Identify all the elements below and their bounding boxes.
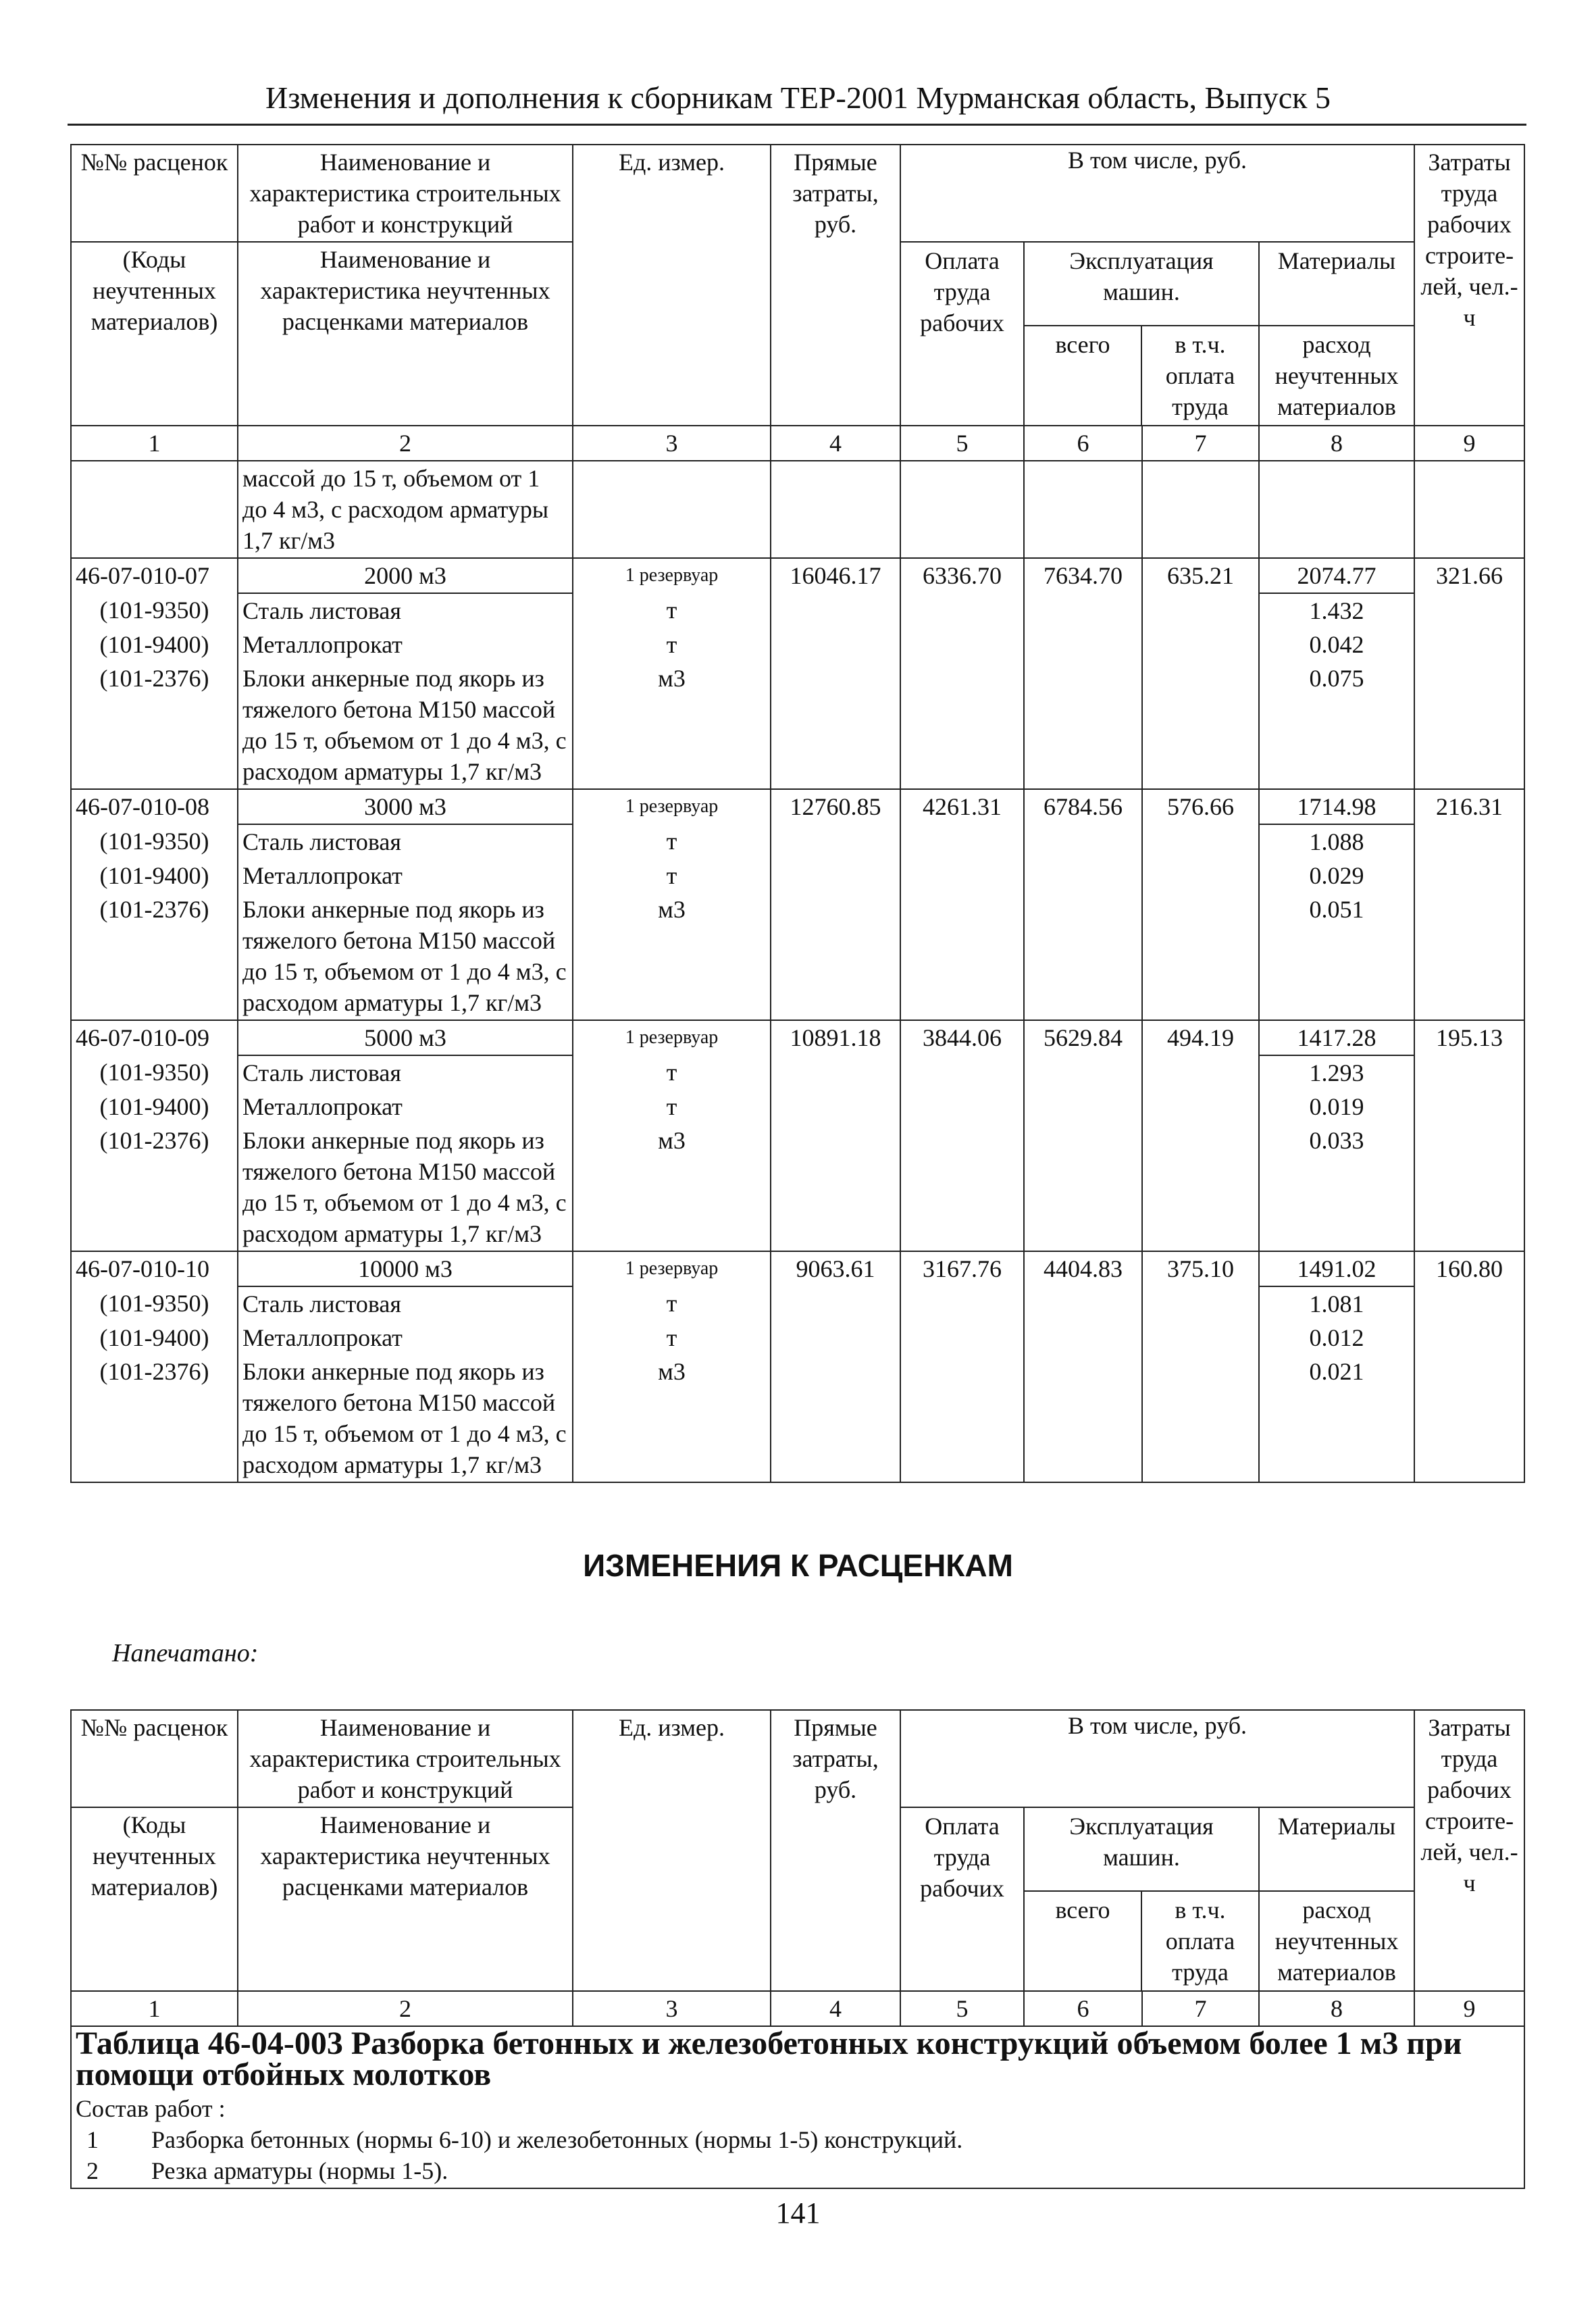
empty-cell bbox=[1142, 1355, 1259, 1482]
table-header bbox=[71, 145, 1524, 461]
material-unit: т bbox=[573, 628, 771, 661]
header-materials bbox=[1259, 1807, 1414, 1991]
rate-row bbox=[71, 789, 1524, 824]
material-name: Металлопрокат bbox=[238, 628, 573, 661]
empty-cell bbox=[771, 1355, 900, 1482]
header-including: В том числе, руб. bbox=[900, 1710, 1414, 1807]
title-underline bbox=[68, 124, 1526, 126]
rate-row bbox=[71, 1020, 1524, 1055]
header-name-materials: Наименование и характеристика неучтенных расценками материалов bbox=[238, 1807, 573, 1991]
material-quantity: 1.432 bbox=[1259, 593, 1414, 628]
header-machines-pay: в т.ч. оплата труда bbox=[1141, 326, 1258, 425]
continuation-row bbox=[71, 461, 1524, 558]
empty-cell bbox=[71, 461, 238, 558]
empty-cell bbox=[1142, 1321, 1259, 1355]
header-direct: Прямые затраты, руб. bbox=[771, 145, 900, 426]
empty-cell bbox=[900, 824, 1024, 859]
rate-direct-cost: 10891.18 bbox=[771, 1020, 900, 1055]
page-number: 141 bbox=[775, 2196, 821, 2230]
rate-row bbox=[71, 558, 1524, 593]
empty-cell bbox=[900, 661, 1024, 789]
material-name: Блоки анкерные под якорь из тяжелого бетона М150 массой до 15 т, объемом от 1 до 4 м3, с расходом арматуры 1,7 кг/м3 bbox=[238, 1355, 573, 1482]
column-number: 7 bbox=[1142, 1991, 1259, 2026]
column-number: 1 bbox=[71, 1991, 238, 2026]
empty-cell bbox=[771, 661, 900, 789]
material-name: Металлопрокат bbox=[238, 1090, 573, 1124]
empty-cell bbox=[1024, 892, 1142, 1020]
material-unit: м3 bbox=[573, 1355, 771, 1482]
empty-cell bbox=[1142, 461, 1259, 558]
empty-cell bbox=[900, 892, 1024, 1020]
empty-cell bbox=[900, 1055, 1024, 1090]
material-name: Сталь листовая bbox=[238, 1286, 573, 1321]
rate-unit: 1 резервуар bbox=[573, 1020, 771, 1055]
rate-materials: 1491.02 bbox=[1259, 1251, 1414, 1286]
empty-cell bbox=[771, 824, 900, 859]
header-materials-label: Материалы bbox=[1260, 1808, 1414, 1892]
rate-machines-pay: 635.21 bbox=[1142, 558, 1259, 593]
empty-cell bbox=[1024, 1055, 1142, 1090]
empty-cell bbox=[1414, 1321, 1524, 1355]
material-unit: т bbox=[573, 1055, 771, 1090]
material-row bbox=[71, 661, 1524, 789]
rate-machines: 6784.56 bbox=[1024, 789, 1142, 824]
material-code: (101-2376) bbox=[71, 1355, 238, 1482]
rate-labor-cost: 195.13 bbox=[1414, 1020, 1524, 1055]
material-code: (101-9350) bbox=[71, 824, 238, 859]
column-number: 9 bbox=[1414, 1991, 1524, 2026]
column-number: 3 bbox=[573, 1991, 771, 2026]
material-row bbox=[71, 1321, 1524, 1355]
empty-cell bbox=[1414, 628, 1524, 661]
rate-labor-pay: 6336.70 bbox=[900, 558, 1024, 593]
column-number: 9 bbox=[1414, 426, 1524, 461]
rate-unit: 1 резервуар bbox=[573, 558, 771, 593]
empty-cell bbox=[1414, 824, 1524, 859]
header-machines-all: всего bbox=[1055, 1896, 1110, 1923]
rate-machines: 4404.83 bbox=[1024, 1251, 1142, 1286]
empty-cell bbox=[1142, 628, 1259, 661]
rate-labor-cost: 160.80 bbox=[1414, 1251, 1524, 1286]
material-quantity: 0.012 bbox=[1259, 1321, 1414, 1355]
material-code: (101-9400) bbox=[71, 628, 238, 661]
header-pay bbox=[900, 1807, 1024, 1991]
section-heading: ИЗМЕНЕНИЯ К РАСЦЕНКАМ bbox=[583, 1548, 1013, 1583]
material-row bbox=[71, 628, 1524, 661]
material-code: (101-9400) bbox=[71, 859, 238, 892]
column-number: 7 bbox=[1142, 426, 1259, 461]
column-numbers bbox=[71, 426, 1524, 461]
header-unit: Ед. измер. bbox=[573, 145, 771, 426]
empty-cell bbox=[1414, 1355, 1524, 1482]
rate-materials: 1417.28 bbox=[1259, 1020, 1414, 1055]
material-quantity: 0.042 bbox=[1259, 628, 1414, 661]
column-number: 2 bbox=[238, 426, 573, 461]
rate-code: 46-07-010-07 bbox=[71, 558, 238, 593]
column-number: 5 bbox=[900, 1991, 1024, 2026]
header-labor: Затраты труда рабочих строите-лей, чел.-ч bbox=[1414, 1710, 1524, 1991]
empty-cell bbox=[771, 1124, 900, 1251]
material-unit: т bbox=[573, 1321, 771, 1355]
empty-cell bbox=[1414, 461, 1524, 558]
material-name: Блоки анкерные под якорь из тяжелого бетона М150 массой до 15 т, объемом от 1 до 4 м3, с расходом арматуры 1,7 кг/м3 bbox=[238, 1124, 573, 1251]
composition-list bbox=[76, 2124, 1520, 2186]
empty-cell bbox=[1142, 1055, 1259, 1090]
empty-cell bbox=[900, 593, 1024, 628]
material-quantity: 0.029 bbox=[1259, 859, 1414, 892]
column-number: 8 bbox=[1259, 1991, 1414, 2026]
rate-machines-pay: 494.19 bbox=[1142, 1020, 1259, 1055]
material-row bbox=[71, 593, 1524, 628]
composition-item bbox=[76, 2124, 1520, 2155]
material-code: (101-9350) bbox=[71, 1286, 238, 1321]
header-code-materials: (Коды неучтенных материалов) bbox=[71, 242, 238, 426]
material-name: Металлопрокат bbox=[238, 859, 573, 892]
empty-cell bbox=[1024, 824, 1142, 859]
header-direct: Прямые затраты, руб. bbox=[771, 1710, 900, 1991]
material-row bbox=[71, 824, 1524, 859]
column-number: 1 bbox=[71, 426, 238, 461]
empty-cell bbox=[1414, 1090, 1524, 1124]
header-consumption: расход неучтенных материалов bbox=[1275, 1896, 1399, 1986]
rate-direct-cost: 12760.85 bbox=[771, 789, 900, 824]
material-code: (101-9350) bbox=[71, 1055, 238, 1090]
empty-cell bbox=[1024, 859, 1142, 892]
empty-cell bbox=[1259, 461, 1414, 558]
empty-cell bbox=[771, 892, 900, 1020]
composition-item-text: Разборка бетонных (нормы 6-10) и железобетонных (нормы 1-5) конструкций. bbox=[151, 2126, 963, 2153]
header-labor: Затраты труда рабочих строите-лей, чел.-ч bbox=[1414, 145, 1524, 426]
material-code: (101-9350) bbox=[71, 593, 238, 628]
header-pay-label: Оплата труда рабочих bbox=[920, 247, 1004, 336]
material-unit: м3 bbox=[573, 892, 771, 1020]
empty-cell bbox=[900, 1321, 1024, 1355]
rate-labor-pay: 4261.31 bbox=[900, 789, 1024, 824]
composition-item-number: 2 bbox=[86, 2157, 99, 2184]
empty-cell bbox=[1024, 593, 1142, 628]
material-name: Сталь листовая bbox=[238, 824, 573, 859]
material-code: (101-2376) bbox=[71, 661, 238, 789]
empty-cell bbox=[771, 1090, 900, 1124]
rate-direct-cost: 9063.61 bbox=[771, 1251, 900, 1286]
empty-cell bbox=[771, 593, 900, 628]
material-unit: м3 bbox=[573, 1124, 771, 1251]
header-machines bbox=[1024, 1807, 1259, 1991]
empty-cell bbox=[1024, 1321, 1142, 1355]
header-code-materials: (Коды неучтенных материалов) bbox=[71, 1807, 238, 1991]
composition-title: Состав работ : bbox=[76, 2095, 226, 2122]
rate-labor-cost: 321.66 bbox=[1414, 558, 1524, 593]
material-name: Блоки анкерные под якорь из тяжелого бетона М150 массой до 15 т, объемом от 1 до 4 м3, с расходом арматуры 1,7 кг/м3 bbox=[238, 661, 573, 789]
material-quantity: 0.019 bbox=[1259, 1090, 1414, 1124]
column-number: 6 bbox=[1024, 426, 1142, 461]
material-unit: т bbox=[573, 824, 771, 859]
column-number: 4 bbox=[771, 426, 900, 461]
material-unit: т bbox=[573, 859, 771, 892]
header-pay-label: Оплата труда рабочих bbox=[920, 1813, 1004, 1902]
material-code: (101-9400) bbox=[71, 1090, 238, 1124]
material-quantity: 1.293 bbox=[1259, 1055, 1414, 1090]
material-name: Блоки анкерные под якорь из тяжелого бетона М150 массой до 15 т, объемом от 1 до 4 м3, с расходом арматуры 1,7 кг/м3 bbox=[238, 892, 573, 1020]
empty-cell bbox=[771, 628, 900, 661]
empty-cell bbox=[900, 1355, 1024, 1482]
header-unit: Ед. измер. bbox=[573, 1710, 771, 1991]
printed-label: Напечатано: bbox=[112, 1639, 259, 1667]
empty-cell bbox=[1414, 1286, 1524, 1321]
material-code: (101-9400) bbox=[71, 1321, 238, 1355]
header-machines bbox=[1024, 242, 1259, 426]
header-consumption: расход неучтенных материалов bbox=[1275, 331, 1399, 420]
material-row bbox=[71, 1090, 1524, 1124]
header-materials-label: Материалы bbox=[1260, 243, 1414, 326]
header-name: Наименование и характеристика строительных работ и конструкций bbox=[238, 1710, 573, 1807]
column-numbers bbox=[71, 1991, 1524, 2026]
header-code: №№ расценок bbox=[71, 1710, 238, 1807]
column-number: 2 bbox=[238, 1991, 573, 2026]
table-header bbox=[71, 1710, 1524, 2188]
material-row bbox=[71, 859, 1524, 892]
rate-name: 10000 м3 bbox=[238, 1251, 573, 1286]
empty-cell bbox=[1414, 859, 1524, 892]
material-unit: т bbox=[573, 1286, 771, 1321]
header-pay bbox=[900, 242, 1024, 426]
material-quantity: 0.033 bbox=[1259, 1124, 1414, 1251]
rate-unit: 1 резервуар bbox=[573, 1251, 771, 1286]
empty-cell bbox=[900, 461, 1024, 558]
empty-cell bbox=[1024, 1355, 1142, 1482]
empty-cell bbox=[1142, 1286, 1259, 1321]
empty-cell bbox=[771, 1055, 900, 1090]
material-unit: м3 bbox=[573, 661, 771, 789]
material-unit: т bbox=[573, 1090, 771, 1124]
rate-materials: 2074.77 bbox=[1259, 558, 1414, 593]
rate-code: 46-07-010-10 bbox=[71, 1251, 238, 1286]
composition-item-text: Резка арматуры (нормы 1-5). bbox=[151, 2157, 448, 2184]
empty-cell bbox=[1024, 661, 1142, 789]
header-materials bbox=[1259, 242, 1414, 426]
rate-labor-pay: 3844.06 bbox=[900, 1020, 1024, 1055]
empty-cell bbox=[1024, 628, 1142, 661]
empty-cell bbox=[1142, 593, 1259, 628]
header-machines-label: Эксплуатация машин. bbox=[1025, 243, 1258, 326]
empty-cell bbox=[1142, 824, 1259, 859]
empty-cell bbox=[900, 859, 1024, 892]
header-code: №№ расценок bbox=[71, 145, 238, 242]
material-code: (101-2376) bbox=[71, 892, 238, 1020]
rate-direct-cost: 16046.17 bbox=[771, 558, 900, 593]
empty-cell bbox=[573, 461, 771, 558]
work-composition bbox=[71, 2092, 1524, 2188]
rate-machines: 7634.70 bbox=[1024, 558, 1142, 593]
rate-name: 2000 м3 bbox=[238, 558, 573, 593]
rate-name: 5000 м3 bbox=[238, 1020, 573, 1055]
composition-item-number: 1 bbox=[86, 2126, 99, 2153]
empty-cell bbox=[1024, 1286, 1142, 1321]
empty-cell bbox=[1142, 1090, 1259, 1124]
rate-code: 46-07-010-09 bbox=[71, 1020, 238, 1055]
empty-cell bbox=[771, 461, 900, 558]
empty-cell bbox=[1142, 859, 1259, 892]
empty-cell bbox=[1024, 1124, 1142, 1251]
column-number: 3 bbox=[573, 426, 771, 461]
empty-cell bbox=[1414, 1124, 1524, 1251]
empty-cell bbox=[900, 628, 1024, 661]
rate-materials: 1714.98 bbox=[1259, 789, 1414, 824]
table-body bbox=[71, 461, 1524, 1482]
empty-cell bbox=[771, 1286, 900, 1321]
material-quantity: 0.051 bbox=[1259, 892, 1414, 1020]
empty-cell bbox=[1414, 892, 1524, 1020]
rate-labor-pay: 3167.76 bbox=[900, 1251, 1024, 1286]
empty-cell bbox=[771, 1321, 900, 1355]
header-machines-pay: в т.ч. оплата труда bbox=[1141, 1892, 1258, 1990]
material-quantity: 1.081 bbox=[1259, 1286, 1414, 1321]
header-machines-all: всего bbox=[1055, 331, 1110, 358]
rate-machines: 5629.84 bbox=[1024, 1020, 1142, 1055]
material-row bbox=[71, 1355, 1524, 1482]
empty-cell bbox=[1142, 1124, 1259, 1251]
material-row bbox=[71, 1124, 1524, 1251]
empty-cell bbox=[771, 859, 900, 892]
continuation-text: массой до 15 т, объемом от 1 до 4 м3, с расходом арматуры 1,7 кг/м3 bbox=[238, 461, 573, 558]
material-name: Сталь листовая bbox=[238, 593, 573, 628]
material-quantity: 0.075 bbox=[1259, 661, 1414, 789]
header-machines-label: Эксплуатация машин. bbox=[1025, 1808, 1258, 1892]
empty-cell bbox=[900, 1090, 1024, 1124]
column-number: 6 bbox=[1024, 1991, 1142, 2026]
rate-name: 3000 м3 bbox=[238, 789, 573, 824]
column-number: 4 bbox=[771, 1991, 900, 2026]
material-row bbox=[71, 1286, 1524, 1321]
empty-cell bbox=[1142, 661, 1259, 789]
header-name: Наименование и характеристика строительных работ и конструкций bbox=[238, 145, 573, 242]
printed-rates-table bbox=[70, 1709, 1525, 2189]
rate-code: 46-07-010-08 bbox=[71, 789, 238, 824]
header-name-materials: Наименование и характеристика неучтенных расценками материалов bbox=[238, 242, 573, 426]
empty-cell bbox=[900, 1124, 1024, 1251]
material-row bbox=[71, 892, 1524, 1020]
material-name: Металлопрокат bbox=[238, 1321, 573, 1355]
empty-cell bbox=[1024, 461, 1142, 558]
material-name: Сталь листовая bbox=[238, 1055, 573, 1090]
rate-row bbox=[71, 1251, 1524, 1286]
material-quantity: 0.021 bbox=[1259, 1355, 1414, 1482]
material-code: (101-2376) bbox=[71, 1124, 238, 1251]
empty-cell bbox=[1414, 1055, 1524, 1090]
material-unit: т bbox=[573, 593, 771, 628]
page-title: Изменения и дополнения к сборникам ТЕР-2001 Мурманская область, Выпуск 5 bbox=[265, 80, 1331, 115]
rate-unit: 1 резервуар bbox=[573, 789, 771, 824]
material-quantity: 1.088 bbox=[1259, 824, 1414, 859]
rates-table bbox=[70, 144, 1525, 1483]
table-caption: Таблица 46-04-003 Разборка бетонных и железобетонных конструкций объемом более 1 м3 при помощи отбойных молотков bbox=[71, 2026, 1524, 2092]
rate-machines-pay: 375.10 bbox=[1142, 1251, 1259, 1286]
header-including: В том числе, руб. bbox=[900, 145, 1414, 242]
empty-cell bbox=[1024, 1090, 1142, 1124]
empty-cell bbox=[1414, 593, 1524, 628]
empty-cell bbox=[1142, 892, 1259, 1020]
empty-cell bbox=[900, 1286, 1024, 1321]
column-number: 8 bbox=[1259, 426, 1414, 461]
rate-labor-cost: 216.31 bbox=[1414, 789, 1524, 824]
column-number: 5 bbox=[900, 426, 1024, 461]
rate-machines-pay: 576.66 bbox=[1142, 789, 1259, 824]
empty-cell bbox=[1414, 661, 1524, 789]
material-row bbox=[71, 1055, 1524, 1090]
composition-item bbox=[76, 2155, 1520, 2186]
